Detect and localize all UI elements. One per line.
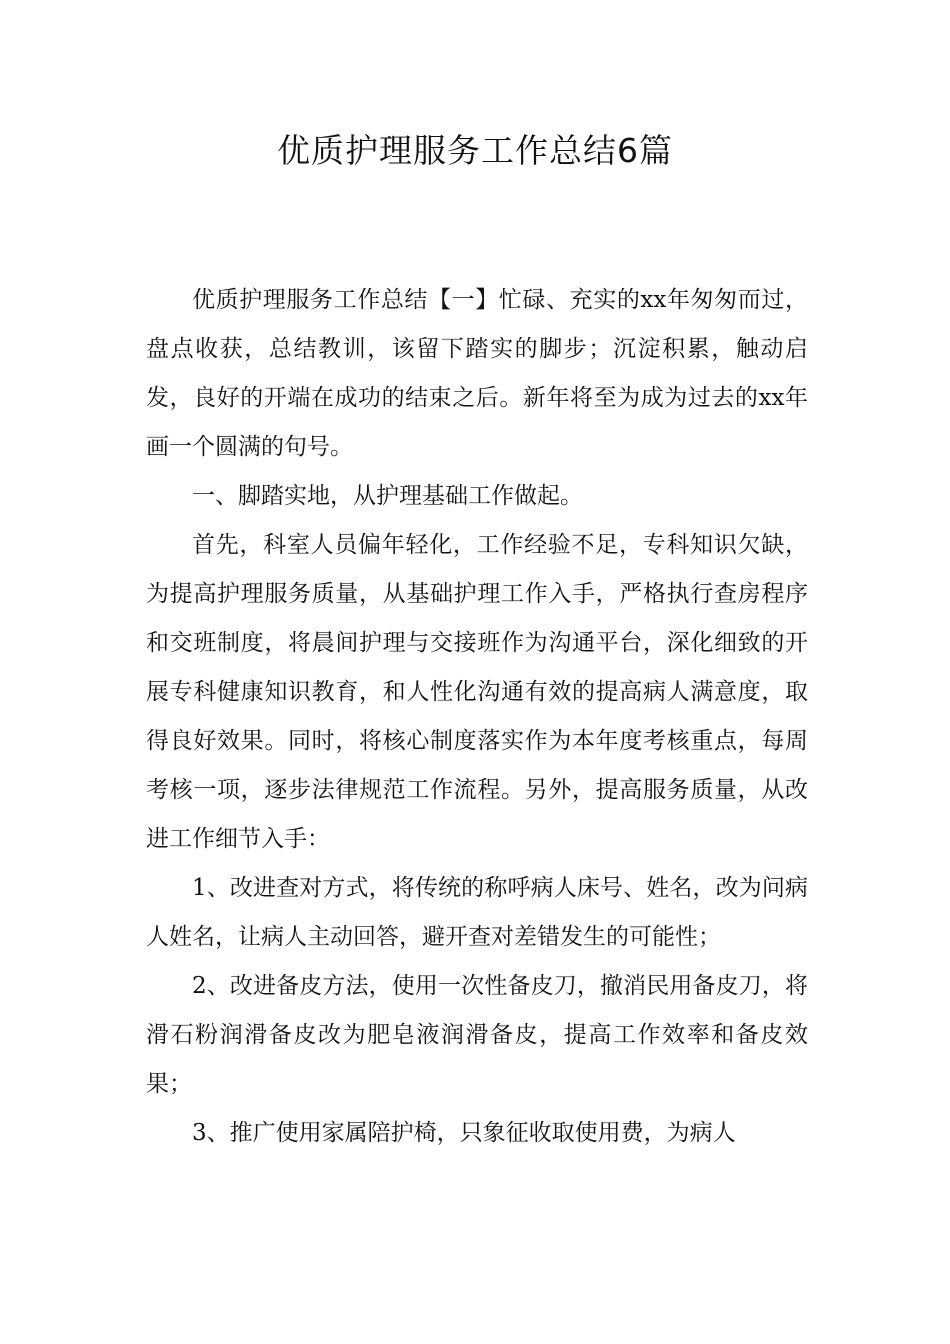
paragraph-first: 首先，科室人员偏年轻化，工作经验不足，专科知识欠缺，为提高护理服务质量，从基础护理工作入手，严格执行查房程序和交班制度，将晨间护理与交接班作为沟通平台，深化细致的开展专科健康知识教育，和人性化沟通有效的提高病人满意度，取得良好效果。同时，将核心制度落实作为本年度考核重点，每周考核一项，逐步法律规范工作流程。另外，提高服务质量，从改进工作细节入手： <box>146 532 808 852</box>
paragraph-item-3: 3、推广使用家属陪护椅，只象征收取使用费，为病人 <box>192 1120 736 1146</box>
paragraph-item-1: 1、改进查对方式，将传统的称呼病人床号、姓名，改为问病人姓名，让病人主动回答，避开查对差错发生的可能性； <box>146 875 808 950</box>
document-body <box>146 276 808 1158</box>
paragraph-item-2: 2、改进备皮方法，使用一次性备皮刀，撤消民用备皮刀，将滑石粉润滑备皮改为肥皂液润滑备皮，提高工作效率和备皮效果； <box>146 973 808 1097</box>
paragraph-intro: 优质护理服务工作总结【一】忙碌、充实的xx年匆匆而过，盘点收获，总结教训，该留下踏实的脚步；沉淀积累，触动启发，良好的开端在成功的结束之后。新年将至为成为过去的xx年画一个圆满的句号。 <box>146 287 808 460</box>
document-title: 优质护理服务工作总结6篇 <box>277 131 673 170</box>
paragraph-section-heading: 一、脚踏实地，从护理基础工作做起。 <box>192 483 583 509</box>
